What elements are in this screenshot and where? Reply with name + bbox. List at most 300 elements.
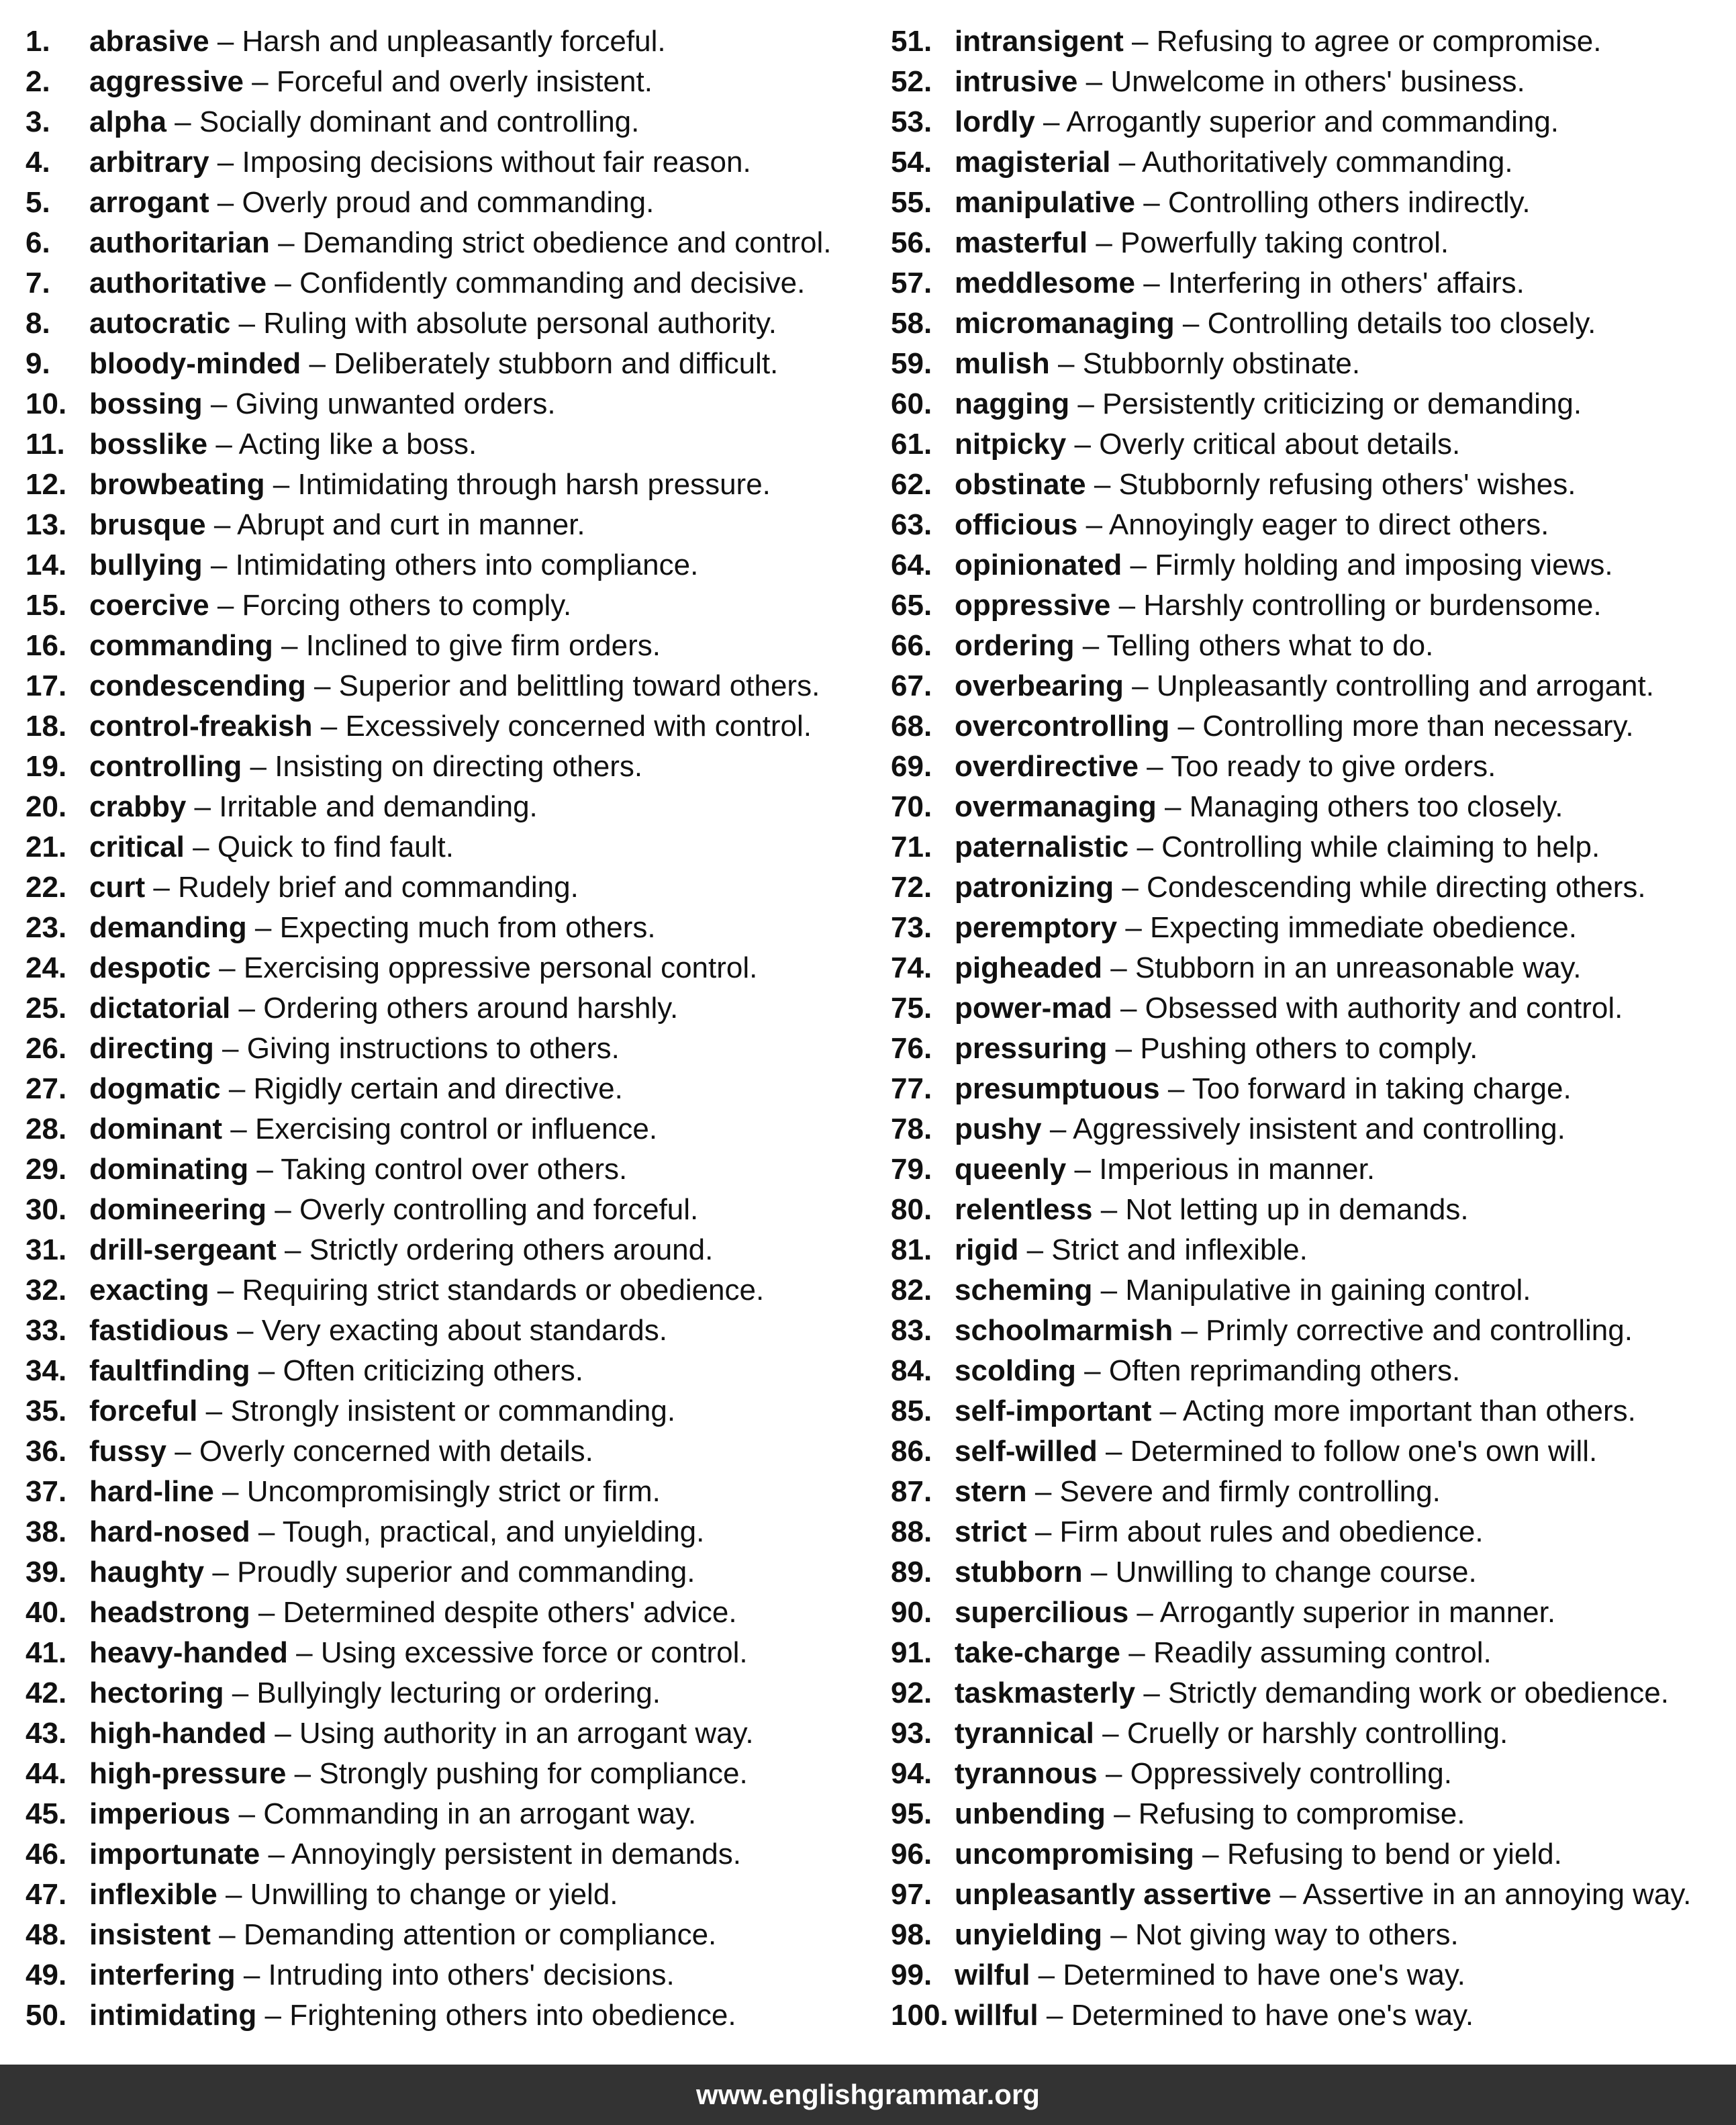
item-definition: Inclined to give firm orders.: [305, 629, 661, 662]
item-number: 63.: [891, 508, 932, 541]
item-word: wilful: [955, 1958, 1030, 1991]
list-item: [26, 263, 878, 303]
item-word: rigid: [955, 1233, 1019, 1266]
item-word: nagging: [955, 387, 1070, 420]
item-definition: Too forward in taking charge.: [1192, 1072, 1572, 1105]
item-number: 50.: [26, 1999, 67, 2032]
item-word: manipulative: [955, 186, 1135, 219]
item-number: 13.: [26, 508, 67, 541]
item-definition: Condescending while directing others.: [1147, 871, 1646, 904]
item-word: hard-nosed: [89, 1515, 250, 1548]
item-number: 45.: [26, 1797, 67, 1830]
item-separator: –: [205, 1395, 223, 1427]
item-word: stern: [955, 1475, 1027, 1508]
item-number: 68.: [891, 710, 932, 743]
item-word: bullying: [89, 549, 203, 581]
item-separator: –: [1132, 25, 1149, 58]
item-number: 7.: [26, 267, 50, 299]
item-number: 24.: [26, 951, 67, 984]
item-definition: Giving unwanted orders.: [235, 387, 556, 420]
item-separator: –: [254, 911, 272, 944]
list-item: [26, 505, 878, 545]
item-word: dominating: [89, 1153, 249, 1186]
item-definition: Refusing to compromise.: [1138, 1797, 1465, 1830]
item-definition: Overly proud and commanding.: [242, 186, 655, 219]
item-separator: –: [217, 146, 234, 179]
item-word: overbearing: [955, 669, 1124, 702]
item-number: 91.: [891, 1636, 932, 1669]
item-number: 87.: [891, 1475, 932, 1508]
item-number: 90.: [891, 1596, 932, 1629]
item-separator: –: [217, 589, 234, 622]
item-word: stubborn: [955, 1556, 1083, 1589]
item-number: 39.: [26, 1556, 67, 1589]
item-word: condescending: [89, 669, 306, 702]
item-definition: Firmly holding and imposing views.: [1155, 549, 1613, 581]
item-word: lordly: [955, 105, 1035, 138]
item-number: 70.: [891, 790, 932, 823]
list-item: [891, 1351, 1736, 1391]
item-number: 80.: [891, 1193, 932, 1226]
item-definition: Expecting immediate obedience.: [1150, 911, 1577, 944]
item-word: heavy-handed: [89, 1636, 288, 1669]
item-definition: Determined to have one's way.: [1071, 1999, 1474, 2032]
item-separator: –: [153, 871, 170, 904]
item-word: paternalistic: [955, 831, 1129, 863]
list-item: [891, 1270, 1736, 1311]
item-separator: –: [309, 347, 326, 380]
item-separator: –: [320, 710, 338, 743]
item-number: 78.: [891, 1113, 932, 1145]
list-item: [891, 1794, 1736, 1834]
list-item: [26, 626, 878, 666]
item-separator: –: [278, 226, 295, 259]
item-number: 6.: [26, 226, 50, 259]
item-number: 60.: [891, 387, 932, 420]
item-number: 82.: [891, 1274, 932, 1307]
item-word: overmanaging: [955, 790, 1157, 823]
item-word: abrasive: [89, 25, 209, 58]
item-separator: –: [1122, 871, 1139, 904]
item-separator: –: [1100, 1193, 1118, 1226]
list-item: [891, 747, 1736, 787]
list-item: [26, 1713, 878, 1754]
item-definition: Requiring strict standards or obedience.: [242, 1274, 765, 1307]
item-word: willful: [955, 1999, 1039, 2032]
list-item: [891, 1190, 1736, 1230]
item-separator: –: [222, 1475, 239, 1508]
list-item: [26, 1190, 878, 1230]
item-separator: –: [237, 1314, 254, 1347]
item-word: intrusive: [955, 65, 1078, 98]
item-word: haughty: [89, 1556, 205, 1589]
item-definition: Harsh and unpleasantly forceful.: [242, 25, 666, 58]
item-number: 15.: [26, 589, 67, 622]
footer-bar: [0, 2065, 1736, 2125]
item-separator: –: [213, 508, 231, 541]
list-item: [26, 1512, 878, 1552]
item-separator: –: [210, 549, 228, 581]
item-separator: –: [1125, 911, 1142, 944]
item-word: intransigent: [955, 25, 1124, 58]
item-number: 28.: [26, 1113, 67, 1145]
item-definition: Quick to find fault.: [217, 831, 454, 863]
item-word: overcontrolling: [955, 710, 1170, 743]
list-item: [26, 384, 878, 424]
item-separator: –: [219, 951, 236, 984]
item-definition: Arrogantly superior and commanding.: [1066, 105, 1559, 138]
item-number: 95.: [891, 1797, 932, 1830]
item-number: 83.: [891, 1314, 932, 1347]
item-separator: –: [1058, 347, 1075, 380]
list-item: [26, 666, 878, 706]
item-number: 5.: [26, 186, 50, 219]
item-definition: Obsessed with authority and control.: [1145, 992, 1623, 1025]
list-item: [26, 1431, 878, 1472]
item-definition: Pushing others to comply.: [1140, 1032, 1478, 1065]
item-definition: Controlling more than necessary.: [1202, 710, 1634, 743]
item-separator: –: [1182, 307, 1200, 340]
item-separator: –: [314, 669, 331, 702]
item-separator: –: [264, 1999, 282, 2032]
item-word: controlling: [89, 750, 242, 783]
item-number: 21.: [26, 831, 67, 863]
list-item: [891, 1472, 1736, 1512]
item-number: 29.: [26, 1153, 67, 1186]
item-definition: Refusing to agree or compromise.: [1156, 25, 1602, 58]
item-definition: Forcing others to comply.: [242, 589, 572, 622]
item-word: brusque: [89, 508, 206, 541]
item-number: 73.: [891, 911, 932, 944]
item-separator: –: [1167, 1072, 1185, 1105]
item-separator: –: [1034, 1515, 1052, 1548]
item-word: drill-sergeant: [89, 1233, 277, 1266]
item-separator: –: [1128, 1636, 1145, 1669]
item-number: 20.: [26, 790, 67, 823]
item-word: relentless: [955, 1193, 1093, 1226]
item-definition: Demanding attention or compliance.: [243, 1918, 717, 1951]
item-word: browbeating: [89, 468, 265, 501]
item-word: bloody-minded: [89, 347, 301, 380]
left-column: [26, 21, 878, 2036]
item-separator: –: [1086, 508, 1103, 541]
item-word: hard-line: [89, 1475, 214, 1508]
item-definition: Annoyingly persistent in demands.: [291, 1838, 741, 1871]
item-word: meddlesome: [955, 267, 1135, 299]
item-definition: Often criticizing others.: [283, 1354, 583, 1387]
item-definition: Intimidating through harsh pressure.: [297, 468, 771, 501]
list-item: [891, 1431, 1736, 1472]
item-word: overdirective: [955, 750, 1139, 783]
item-word: aggressive: [89, 65, 244, 98]
item-word: pressuring: [955, 1032, 1108, 1065]
item-word: pushy: [955, 1113, 1042, 1145]
item-definition: Unwilling to change course.: [1115, 1556, 1477, 1589]
item-separator: –: [1137, 1596, 1153, 1629]
item-number: 23.: [26, 911, 67, 944]
list-item: [891, 706, 1736, 747]
item-word: tyrannous: [955, 1757, 1098, 1790]
item-separator: –: [1177, 710, 1194, 743]
item-definition: Managing others too closely.: [1189, 790, 1563, 823]
item-separator: –: [281, 629, 298, 662]
item-separator: –: [275, 1717, 291, 1750]
item-separator: –: [1043, 105, 1060, 138]
item-separator: –: [268, 1838, 285, 1871]
item-word: autocratic: [89, 307, 231, 340]
item-definition: Confidently commanding and decisive.: [299, 267, 806, 299]
list-item: [891, 1149, 1736, 1190]
item-word: critical: [89, 831, 185, 863]
item-definition: Determined despite others' advice.: [283, 1596, 737, 1629]
list-item: [891, 988, 1736, 1029]
item-word: patronizing: [955, 871, 1114, 904]
item-separator: –: [258, 1354, 275, 1387]
item-definition: Cruelly or harshly controlling.: [1126, 1717, 1508, 1750]
item-number: 30.: [26, 1193, 67, 1226]
item-definition: Controlling others indirectly.: [1167, 186, 1531, 219]
item-number: 51.: [891, 25, 932, 58]
item-word: crabby: [89, 790, 187, 823]
list-item: [891, 666, 1736, 706]
item-number: 49.: [26, 1958, 67, 1991]
item-definition: Rigidly certain and directive.: [253, 1072, 623, 1105]
list-item: [891, 1029, 1736, 1069]
list-item: [891, 465, 1736, 505]
item-separator: –: [1143, 1677, 1160, 1709]
item-number: 3.: [26, 105, 50, 138]
item-separator: –: [238, 307, 256, 340]
item-separator: –: [294, 1757, 311, 1790]
item-definition: Excessively concerned with control.: [345, 710, 812, 743]
item-definition: Oppressively controlling.: [1130, 1757, 1452, 1790]
list-item: [26, 1915, 878, 1955]
item-word: officious: [955, 508, 1078, 541]
item-definition: Ruling with absolute personal authority.: [263, 307, 777, 340]
item-word: magisterial: [955, 146, 1111, 179]
item-number: 74.: [891, 951, 932, 984]
list-item: [26, 424, 878, 465]
item-definition: Overly controlling and forceful.: [299, 1193, 699, 1226]
item-separator: –: [252, 65, 269, 98]
item-separator: –: [1137, 831, 1153, 863]
footer-url[interactable]: www.englishgrammar.org: [696, 2079, 1040, 2110]
item-number: 55.: [891, 186, 932, 219]
item-number: 62.: [891, 468, 932, 501]
list-item: [26, 1391, 878, 1431]
item-number: 26.: [26, 1032, 67, 1065]
item-separator: –: [217, 25, 234, 58]
item-word: scheming: [955, 1274, 1093, 1307]
item-number: 10.: [26, 387, 67, 420]
list-item: [26, 1754, 878, 1794]
item-separator: –: [230, 1113, 247, 1145]
list-item: [26, 948, 878, 988]
item-separator: –: [258, 1596, 275, 1629]
item-number: 34.: [26, 1354, 67, 1387]
item-word: unpleasantly assertive: [955, 1878, 1272, 1911]
item-number: 25.: [26, 992, 67, 1025]
item-number: 66.: [891, 629, 932, 662]
item-separator: –: [1130, 549, 1147, 581]
item-number: 58.: [891, 307, 932, 340]
list-item: [891, 1995, 1736, 2036]
item-separator: –: [1164, 790, 1182, 823]
item-word: schoolmarmish: [955, 1314, 1173, 1347]
list-item: [891, 948, 1736, 988]
item-definition: Giving instructions to others.: [246, 1032, 620, 1065]
right-column: [891, 21, 1736, 2036]
list-item: [26, 706, 878, 747]
item-separator: –: [175, 1435, 191, 1468]
item-number: 31.: [26, 1233, 67, 1266]
item-word: take-charge: [955, 1636, 1121, 1669]
item-number: 17.: [26, 669, 67, 702]
list-item: [891, 1673, 1736, 1713]
item-number: 96.: [891, 1838, 932, 1871]
list-item: [26, 1311, 878, 1351]
item-definition: Unwelcome in others' business.: [1110, 65, 1525, 98]
item-definition: Refusing to bend or yield.: [1226, 1838, 1562, 1871]
item-number: 43.: [26, 1717, 67, 1750]
item-separator: –: [238, 992, 255, 1025]
item-word: arrogant: [89, 186, 209, 219]
item-number: 56.: [891, 226, 932, 259]
item-definition: Assertive in an annoying way.: [1302, 1878, 1692, 1911]
item-separator: –: [1077, 387, 1094, 420]
list-item: [891, 1069, 1736, 1109]
item-word: coercive: [89, 589, 209, 622]
item-number: 14.: [26, 549, 67, 581]
list-item: [26, 1875, 878, 1915]
item-number: 52.: [891, 65, 932, 98]
item-definition: Very exacting about standards.: [261, 1314, 667, 1347]
item-separator: –: [1181, 1314, 1198, 1347]
item-word: uncompromising: [955, 1838, 1194, 1871]
item-number: 11.: [26, 428, 65, 461]
item-word: control-freakish: [89, 710, 313, 743]
item-word: domineering: [89, 1193, 267, 1226]
item-number: 76.: [891, 1032, 932, 1065]
item-word: taskmasterly: [955, 1677, 1136, 1709]
list-item: [891, 183, 1736, 223]
item-definition: Proudly superior and commanding.: [237, 1556, 695, 1589]
item-word: obstinate: [955, 468, 1086, 501]
list-item: [891, 827, 1736, 867]
item-number: 33.: [26, 1314, 67, 1347]
item-number: 69.: [891, 750, 932, 783]
item-separator: –: [1074, 428, 1091, 461]
item-number: 53.: [891, 105, 932, 138]
item-separator: –: [228, 1072, 246, 1105]
item-number: 42.: [26, 1677, 67, 1709]
list-item: [26, 1109, 878, 1149]
item-definition: Severe and firmly controlling.: [1059, 1475, 1441, 1508]
item-number: 27.: [26, 1072, 67, 1105]
item-number: 65.: [891, 589, 932, 622]
item-number: 36.: [26, 1435, 67, 1468]
item-word: directing: [89, 1032, 214, 1065]
item-definition: Unpleasantly controlling and arrogant.: [1156, 669, 1654, 702]
list-item: [26, 223, 878, 263]
item-separator: –: [256, 1153, 273, 1186]
item-definition: Imperious in manner.: [1099, 1153, 1376, 1186]
item-word: self-willed: [955, 1435, 1098, 1468]
item-word: opinionated: [955, 549, 1122, 581]
item-separator: –: [258, 1515, 275, 1548]
item-separator: –: [1147, 750, 1163, 783]
list-item: [26, 142, 878, 183]
item-separator: –: [1046, 1999, 1063, 2032]
item-word: dictatorial: [89, 992, 231, 1025]
list-item: [26, 827, 878, 867]
item-word: unbending: [955, 1797, 1106, 1830]
list-item: [891, 1391, 1736, 1431]
item-number: 19.: [26, 750, 67, 783]
list-item: [26, 1593, 878, 1633]
list-item: [891, 303, 1736, 344]
item-number: 37.: [26, 1475, 67, 1508]
item-word: bosslike: [89, 428, 208, 461]
item-separator: –: [1132, 669, 1149, 702]
item-separator: –: [1202, 1838, 1219, 1871]
item-number: 48.: [26, 1918, 67, 1951]
list-item: [891, 1754, 1736, 1794]
list-item: [26, 1069, 878, 1109]
item-separator: –: [1105, 1435, 1122, 1468]
list-item: [891, 908, 1736, 948]
item-number: 9.: [26, 347, 50, 380]
item-definition: Stubbornly refusing others' wishes.: [1118, 468, 1576, 501]
item-number: 85.: [891, 1395, 932, 1427]
list-item: [891, 505, 1736, 545]
item-definition: Socially dominant and controlling.: [199, 105, 640, 138]
list-item: [26, 787, 878, 827]
list-item: [26, 62, 878, 102]
item-number: 94.: [891, 1757, 932, 1790]
item-separator: –: [250, 750, 267, 783]
item-number: 84.: [891, 1354, 932, 1387]
item-separator: –: [1084, 1354, 1101, 1387]
item-definition: Deliberately stubborn and difficult.: [334, 347, 779, 380]
item-separator: –: [175, 105, 191, 138]
list-item: [26, 465, 878, 505]
item-definition: Powerfully taking control.: [1120, 226, 1449, 259]
item-separator: –: [1143, 186, 1160, 219]
list-item: [26, 867, 878, 908]
list-item: [891, 1875, 1736, 1915]
item-word: exacting: [89, 1274, 209, 1307]
list-item: [891, 1512, 1736, 1552]
item-number: 79.: [891, 1153, 932, 1186]
item-definition: Strongly pushing for compliance.: [319, 1757, 748, 1790]
item-definition: Readily assuming control.: [1153, 1636, 1492, 1669]
item-separator: –: [1105, 1757, 1122, 1790]
item-word: micromanaging: [955, 307, 1175, 340]
item-word: tyrannical: [955, 1717, 1094, 1750]
item-definition: Telling others what to do.: [1106, 629, 1434, 662]
item-word: pigheaded: [955, 951, 1103, 984]
item-word: commanding: [89, 629, 273, 662]
item-word: oppressive: [955, 589, 1111, 622]
item-separator: –: [215, 428, 232, 461]
item-number: 4.: [26, 146, 50, 179]
item-separator: –: [1280, 1878, 1296, 1911]
item-definition: Strictly ordering others around.: [309, 1233, 714, 1266]
list-item: [26, 747, 878, 787]
item-separator: –: [1143, 267, 1160, 299]
item-word: insistent: [89, 1918, 211, 1951]
